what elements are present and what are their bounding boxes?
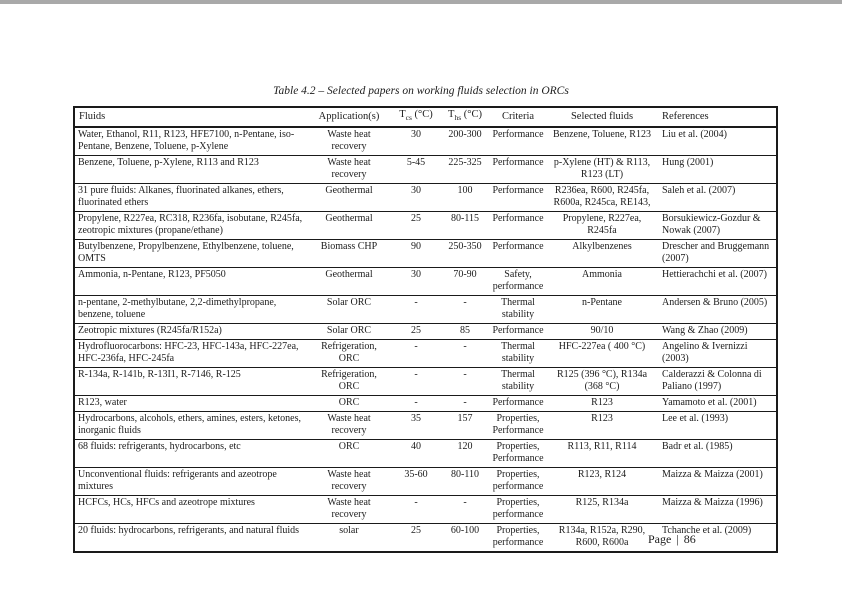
table-cell: Drescher and Bruggemann (2007) bbox=[657, 240, 777, 268]
table-cell: Badr et al. (1985) bbox=[657, 440, 777, 468]
table-cell: ORC bbox=[307, 440, 391, 468]
tcs-unit: (°C) bbox=[411, 109, 433, 120]
table-cell: Thermal stability bbox=[489, 340, 547, 368]
table-cell: Performance bbox=[489, 240, 547, 268]
table-cell: Biomass CHP bbox=[307, 240, 391, 268]
table-cell: Borsukiewicz-Gozdur & Nowak (2007) bbox=[657, 212, 777, 240]
table-cell: Benzene, Toluene, R123 bbox=[547, 127, 657, 156]
table-body bbox=[74, 127, 777, 552]
table-cell: Performance bbox=[489, 324, 547, 340]
table-cell: 250-350 bbox=[441, 240, 489, 268]
table-cell: Yamamoto et al. (2001) bbox=[657, 396, 777, 412]
table-cell: 25 bbox=[391, 524, 441, 553]
table-cell: 60-100 bbox=[441, 524, 489, 553]
table-cell: - bbox=[441, 496, 489, 524]
table-cell: Waste heat recovery bbox=[307, 496, 391, 524]
col-header-ths bbox=[441, 107, 489, 127]
table-cell: Properties, performance bbox=[489, 496, 547, 524]
table-cell: Ammonia, n-Pentane, R123, PF5050 bbox=[74, 268, 307, 296]
table-row bbox=[74, 396, 777, 412]
table-row bbox=[74, 368, 777, 396]
table-cell: - bbox=[391, 340, 441, 368]
table-cell: Solar ORC bbox=[307, 324, 391, 340]
table-cell: Performance bbox=[489, 212, 547, 240]
table-cell: Andersen & Bruno (2005) bbox=[657, 296, 777, 324]
table-row bbox=[74, 496, 777, 524]
table-cell: 100 bbox=[441, 184, 489, 212]
ths-subscript: hs bbox=[454, 113, 462, 123]
table-cell: R-134a, R-141b, R-13I1, R-7146, R-125 bbox=[74, 368, 307, 396]
table-cell: - bbox=[441, 396, 489, 412]
table-cell: 35-60 bbox=[391, 468, 441, 496]
ths-unit: (°C) bbox=[461, 109, 482, 120]
table-cell: Benzene, Toluene, p-Xylene, R113 and R123 bbox=[74, 156, 307, 184]
table-cell: Lee et al. (1993) bbox=[657, 412, 777, 440]
table-cell: Waste heat recovery bbox=[307, 156, 391, 184]
table-caption: Table 4.2 – Selected papers on working fluids selection in ORCs bbox=[273, 85, 569, 97]
table-row bbox=[74, 468, 777, 496]
table-cell: 80-110 bbox=[441, 468, 489, 496]
table-cell: R123 bbox=[547, 412, 657, 440]
table-cell: Waste heat recovery bbox=[307, 412, 391, 440]
table-row bbox=[74, 156, 777, 184]
table-cell: Ammonia bbox=[547, 268, 657, 296]
tcs-subscript: cs bbox=[405, 113, 412, 123]
table-cell: 5-45 bbox=[391, 156, 441, 184]
table-cell: Water, Ethanol, R11, R123, HFE7100, n-Pentane, iso-Pentane, Benzene, Toluene, p-Xylene bbox=[74, 127, 307, 156]
table-row bbox=[74, 184, 777, 212]
table-cell: Saleh et al. (2007) bbox=[657, 184, 777, 212]
table-cell: p-Xylene (HT) & R113, R123 (LT) bbox=[547, 156, 657, 184]
table-cell: Hettierachchi et al. (2007) bbox=[657, 268, 777, 296]
table-cell: Thermal stability bbox=[489, 296, 547, 324]
table-cell: 80-115 bbox=[441, 212, 489, 240]
col-header-criteria: Criteria bbox=[489, 107, 547, 127]
table-cell: - bbox=[441, 296, 489, 324]
table-cell: Wang & Zhao (2009) bbox=[657, 324, 777, 340]
table-cell: - bbox=[391, 368, 441, 396]
table-cell: Waste heat recovery bbox=[307, 468, 391, 496]
table-cell: Properties, Performance bbox=[489, 412, 547, 440]
table-row bbox=[74, 340, 777, 368]
table-cell: R123 bbox=[547, 396, 657, 412]
table-cell: 25 bbox=[391, 212, 441, 240]
table-cell: Maizza & Maizza (1996) bbox=[657, 496, 777, 524]
table-cell: R113, R11, R114 bbox=[547, 440, 657, 468]
table-cell: 90 bbox=[391, 240, 441, 268]
table-cell: HCFCs, HCs, HFCs and azeotrope mixtures bbox=[74, 496, 307, 524]
table-cell: - bbox=[441, 368, 489, 396]
header-row bbox=[74, 107, 777, 127]
table-cell: Geothermal bbox=[307, 212, 391, 240]
table-cell: HFC-227ea ( 400 °C) bbox=[547, 340, 657, 368]
table-cell: Maizza & Maizza (2001) bbox=[657, 468, 777, 496]
col-header-tcs bbox=[391, 107, 441, 127]
table-cell: Propylene, R227ea, R245fa bbox=[547, 212, 657, 240]
table-cell: 120 bbox=[441, 440, 489, 468]
table-cell: Waste heat recovery bbox=[307, 127, 391, 156]
page-top-divider bbox=[0, 0, 842, 4]
table-cell: Performance bbox=[489, 184, 547, 212]
tcs-symbol: T bbox=[399, 109, 406, 120]
table-row bbox=[74, 296, 777, 324]
page-number-separator: | bbox=[676, 532, 679, 546]
table-cell: 30 bbox=[391, 268, 441, 296]
table-cell: Calderazzi & Colonna di Paliano (1997) bbox=[657, 368, 777, 396]
table-cell: R236ea, R600, R245fa, R600a, R245ca, RE143, bbox=[547, 184, 657, 212]
table-cell: 25 bbox=[391, 324, 441, 340]
ths-symbol: T bbox=[448, 109, 455, 120]
page-number-value: 86 bbox=[683, 532, 696, 546]
col-header-applications: Application(s) bbox=[307, 107, 391, 127]
table-cell: Performance bbox=[489, 127, 547, 156]
table-cell: Properties, Performance bbox=[489, 440, 547, 468]
table-cell: 35 bbox=[391, 412, 441, 440]
table-cell: 20 fluids: hydrocarbons, refrigerants, and natural fluids bbox=[74, 524, 307, 553]
table-cell: ORC bbox=[307, 396, 391, 412]
table-cell: 90/10 bbox=[547, 324, 657, 340]
table-cell: Zeotropic mixtures (R245fa/R152a) bbox=[74, 324, 307, 340]
table-cell: 31 pure fluids: Alkanes, fluorinated alkanes, ethers, fluorinated ethers bbox=[74, 184, 307, 212]
table-cell: R125 (396 °C), R134a (368 °C) bbox=[547, 368, 657, 396]
table-cell: Performance bbox=[489, 156, 547, 184]
table-cell: Butylbenzene, Propylbenzene, Ethylbenzene, toluene, OMTS bbox=[74, 240, 307, 268]
table-cell: Refrigeration, ORC bbox=[307, 368, 391, 396]
table-cell: 30 bbox=[391, 127, 441, 156]
table-row bbox=[74, 127, 777, 156]
table-row bbox=[74, 240, 777, 268]
col-header-selected-fluids: Selected fluids bbox=[547, 107, 657, 127]
table-cell: R123, water bbox=[74, 396, 307, 412]
table-cell: Propylene, R227ea, RC318, R236fa, isobutane, R245fa, zeotropic mixtures (propane/ethane) bbox=[74, 212, 307, 240]
table-cell: R134a, R152a, R290, R600, R600a bbox=[547, 524, 657, 553]
table-cell: 30 bbox=[391, 184, 441, 212]
table-cell: Properties, performance bbox=[489, 524, 547, 553]
table-cell: n-Pentane bbox=[547, 296, 657, 324]
table-cell: - bbox=[391, 496, 441, 524]
table-cell: solar bbox=[307, 524, 391, 553]
table-cell: Geothermal bbox=[307, 268, 391, 296]
table-row bbox=[74, 412, 777, 440]
table-cell: Hung (2001) bbox=[657, 156, 777, 184]
table-cell: n-pentane, 2-methylbutane, 2,2-dimethylpropane, benzene, toluene bbox=[74, 296, 307, 324]
table-cell: Properties, performance bbox=[489, 468, 547, 496]
table-row bbox=[74, 268, 777, 296]
table-cell: Hydrofluorocarbons: HFC-23, HFC-143a, HFC-227ea, HFC-236fa, HFC-245fa bbox=[74, 340, 307, 368]
table-cell: Refrigeration, ORC bbox=[307, 340, 391, 368]
table-cell: Hydrocarbons, alcohols, ethers, amines, esters, ketones, inorganic fluids bbox=[74, 412, 307, 440]
table-cell: - bbox=[391, 396, 441, 412]
table-cell: 85 bbox=[441, 324, 489, 340]
table-row bbox=[74, 324, 777, 340]
table-cell: Alkylbenzenes bbox=[547, 240, 657, 268]
table-row bbox=[74, 440, 777, 468]
table-cell: Thermal stability bbox=[489, 368, 547, 396]
working-fluids-table bbox=[73, 106, 778, 553]
table-cell: 200-300 bbox=[441, 127, 489, 156]
table-cell: R123, R124 bbox=[547, 468, 657, 496]
table-cell: 70-90 bbox=[441, 268, 489, 296]
table-cell: Safety, performance bbox=[489, 268, 547, 296]
table-cell: - bbox=[391, 296, 441, 324]
table-row bbox=[74, 212, 777, 240]
table-cell: Liu et al. (2004) bbox=[657, 127, 777, 156]
table-cell: R125, R134a bbox=[547, 496, 657, 524]
table-cell: 157 bbox=[441, 412, 489, 440]
table-cell: Tchanche et al. (2009) bbox=[657, 524, 777, 553]
page-number-label: Page bbox=[648, 532, 672, 546]
table-cell: - bbox=[441, 340, 489, 368]
table-cell: Geothermal bbox=[307, 184, 391, 212]
table-cell: Angelino & Ivernizzi (2003) bbox=[657, 340, 777, 368]
page-number bbox=[648, 532, 696, 547]
table-cell: Solar ORC bbox=[307, 296, 391, 324]
table-cell: 40 bbox=[391, 440, 441, 468]
table-cell: 225-325 bbox=[441, 156, 489, 184]
col-header-fluids: Fluids bbox=[74, 107, 307, 127]
table-cell: Performance bbox=[489, 396, 547, 412]
table-header bbox=[74, 107, 777, 127]
table-cell: Unconventional fluids: refrigerants and azeotrope mixtures bbox=[74, 468, 307, 496]
col-header-references: References bbox=[657, 107, 777, 127]
table-cell: 68 fluids: refrigerants, hydrocarbons, etc bbox=[74, 440, 307, 468]
